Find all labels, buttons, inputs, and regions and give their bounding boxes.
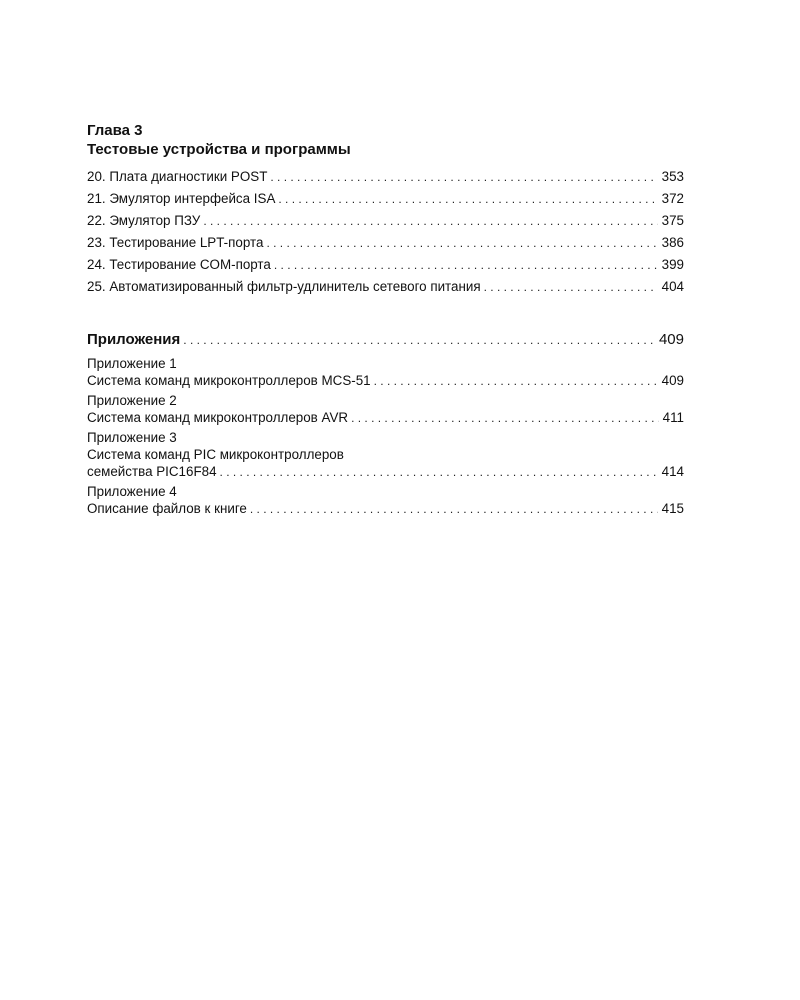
dot-leader	[351, 409, 659, 427]
appendix-item[interactable]	[87, 483, 684, 518]
appendix-page: 411	[662, 410, 684, 425]
toc-entry-title: 22. Эмулятор ПЗУ	[87, 213, 201, 228]
dot-leader	[278, 189, 657, 210]
toc-entry[interactable]	[87, 166, 684, 188]
toc-entry-page: 375	[661, 213, 684, 228]
dot-leader	[274, 255, 658, 276]
chapter-entries	[87, 166, 684, 298]
appendices-heading[interactable]	[87, 329, 684, 351]
appendix-entry	[87, 463, 684, 481]
appendix-entry	[87, 372, 684, 390]
table-of-contents	[87, 122, 684, 518]
dot-leader	[220, 463, 658, 481]
toc-entry[interactable]	[87, 232, 684, 254]
appendix-title: Система команд микроконтроллеров AVR	[87, 410, 349, 425]
appendix-label: Приложение 1	[87, 356, 177, 371]
toc-entry-page: 404	[661, 279, 684, 294]
toc-entry[interactable]	[87, 254, 684, 276]
appendix-label: Приложение 4	[87, 484, 177, 499]
toc-entry-title: 21. Эмулятор интерфейса ISA	[87, 191, 276, 206]
toc-entry-page: 372	[661, 191, 684, 206]
toc-entry[interactable]	[87, 210, 684, 232]
appendix-title: Описание файлов к книге	[87, 501, 247, 516]
chapter-label: Глава 3	[87, 122, 143, 139]
dot-leader	[250, 500, 658, 518]
dot-leader	[484, 277, 658, 298]
appendices-title: Приложения	[87, 331, 181, 348]
dot-leader	[374, 372, 658, 390]
appendix-entry	[87, 409, 684, 427]
appendix-title: семейства PIC16F84	[87, 464, 217, 479]
appendix-title-line: Система команд PIC микроконтроллеров	[87, 447, 344, 462]
toc-entry-page: 353	[661, 169, 684, 184]
toc-entry-title: 20. Плата диагностики POST	[87, 169, 268, 184]
dot-leader	[270, 167, 657, 188]
appendix-item[interactable]	[87, 355, 684, 390]
toc-entry[interactable]	[87, 276, 684, 298]
appendix-entry	[87, 500, 684, 518]
toc-entry-title: 24. Тестирование COM-порта	[87, 257, 271, 272]
appendix-label: Приложение 3	[87, 430, 177, 445]
dot-leader	[266, 233, 657, 254]
appendix-page: 414	[661, 464, 684, 479]
toc-entry-page: 399	[661, 257, 684, 272]
dot-leader	[203, 211, 657, 232]
toc-entry[interactable]	[87, 188, 684, 210]
dot-leader	[183, 329, 655, 351]
toc-entry-title: 23. Тестирование LPT-порта	[87, 235, 264, 250]
appendix-label: Приложение 2	[87, 393, 177, 408]
toc-entry-title: 25. Автоматизированный фильтр-удлинитель сетевого питания	[87, 279, 481, 294]
chapter-title: Тестовые устройства и программы	[87, 141, 351, 158]
appendix-item[interactable]	[87, 429, 684, 481]
appendix-page: 415	[661, 501, 684, 516]
appendices-page: 409	[658, 331, 684, 348]
appendix-item[interactable]	[87, 392, 684, 427]
appendix-title: Система команд микроконтроллеров MCS-51	[87, 373, 371, 388]
appendix-page: 409	[661, 373, 684, 388]
toc-entry-page: 386	[661, 235, 684, 250]
